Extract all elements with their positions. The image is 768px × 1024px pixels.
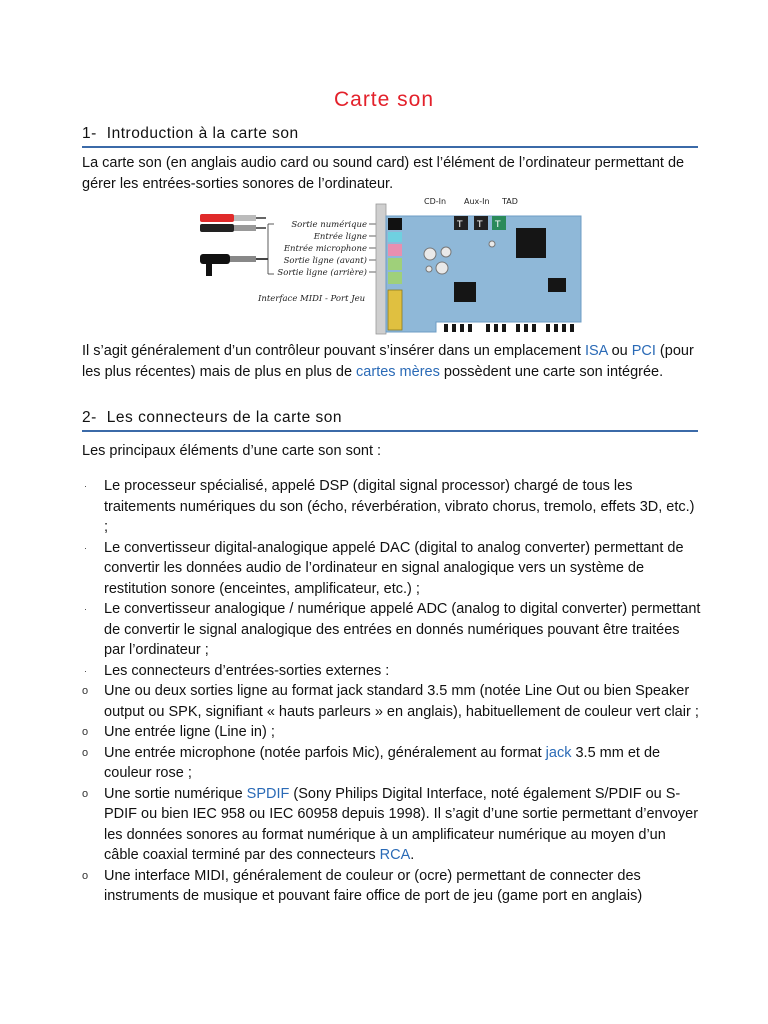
cartes-meres-link[interactable]: cartes mères	[356, 364, 440, 380]
section-2-number: 2-	[82, 409, 97, 426]
svg-text:T: T	[477, 220, 483, 230]
list-item	[82, 538, 702, 600]
list-item	[82, 661, 702, 682]
jack-plug-icon	[200, 254, 268, 276]
list-item-text: Les connecteurs d’entrées-sorties externes :	[104, 662, 390, 679]
document-title: Carte son	[333, 88, 435, 111]
circle-bullet-icon: o	[82, 685, 89, 697]
list-item-text: .	[410, 847, 415, 863]
spdif-link[interactable]: SPDIF	[246, 785, 290, 802]
list-item-text: Une entrée ligne (Line in) ;	[104, 724, 275, 740]
section-1-number: 1-	[82, 125, 97, 142]
section-2-intro: Les principaux éléments d’une carte son sont :	[82, 443, 382, 459]
rca-plug-icon	[200, 214, 266, 232]
section-1-paragraph-2	[82, 341, 702, 383]
list-item-text: Le convertisseur digital-analogique appelé DAC (digital to analog converter) permettant de convertir les données audio de l’ordinateur en signal analogique vers un système de restitution sonore (enceintes, amplificateur, etc.) ;	[104, 539, 684, 597]
line-in-jack	[388, 232, 402, 242]
figure-label-sortie-ligne-arriere: Sortie ligne (arrière)	[277, 268, 367, 278]
section-1-intro: La carte son (en anglais audio card ou sound card) est l’élément de l’ordinateur permettant de gérer les entrées-sorties sonores de l’ordinateur.	[82, 155, 685, 192]
para2-text-2: ou	[607, 343, 632, 359]
card-board	[386, 216, 581, 332]
list-item-text: 3.5 mm et de couleur rose ;	[104, 744, 661, 781]
section-2-title: Les connecteurs de la carte son	[106, 409, 343, 426]
figure-label-aux-in: Aux-In	[464, 197, 490, 206]
spdif-jack	[388, 218, 402, 230]
dot-bullet-icon: ·	[84, 542, 87, 553]
section-1-title: Introduction à la carte son	[106, 125, 299, 142]
jack-link[interactable]: jack	[545, 744, 572, 761]
section-1-heading	[82, 124, 698, 148]
connector-list	[82, 476, 702, 907]
list-item	[82, 743, 702, 784]
circle-bullet-icon: o	[82, 787, 89, 800]
mic-jack	[388, 244, 402, 256]
pci-link[interactable]: PCI	[631, 343, 656, 359]
list-item-text: Le processeur spécialisé, appelé DSP (digital signal processor) chargé de tous les traitements numériques du son (écho, réverbération, vibrato chorus, tremolo, effets 3D, etc.) ;	[104, 478, 695, 535]
card-bracket	[376, 204, 386, 334]
figure-label-sortie-numerique: Sortie numérique	[291, 220, 367, 230]
list-item-text: (Sony Philips Digital Interface, noté également S/PDIF ou S-PDIF ou bien IEC 958 ou IEC 60958 depuis 1998). Il s’agit d’une sortie permettant d’envoyer les données sonores au format numérique à un amplificateur numérique au moyen d’un câble coaxial terminé par des connecteurs	[104, 785, 699, 863]
figure-label-tad: TAD	[502, 197, 518, 206]
para2-text-1: Il s’agit généralement d’un contrôleur pouvant s’insérer dans un emplacement	[82, 343, 585, 359]
list-item-text: Le convertisseur analogique / numérique appelé ADC (analog to digital converter) permettant de convertir le signal analogique des entrées en donnés numériques pouvant être traitées par l’ordinateur ;	[104, 601, 701, 658]
list-item-text: Une sortie numérique	[104, 785, 247, 802]
para2-text-4: possèdent une carte son intégrée.	[439, 364, 664, 380]
list-item-text: Une interface MIDI, généralement de couleur or (ocre) permettant de connecter des instruments de musique et pouvant faire office de port de jeu (game port en anglais)	[104, 867, 643, 904]
figure-label-cd-in: CD-In	[424, 197, 447, 206]
figure-label-entree-ligne: Entrée ligne	[313, 232, 367, 242]
dot-bullet-icon: ·	[84, 481, 87, 491]
circle-bullet-icon: o	[82, 746, 89, 759]
circle-bullet-icon: o	[82, 726, 89, 738]
line-out-front-jack	[388, 258, 402, 270]
svg-text:T: T	[457, 220, 463, 230]
list-item-text: Une ou deux sorties ligne au format jack standard 3.5 mm (notée Line Out ou bien Speaker output ou SPK, signifiant « hauts parleurs » en anglais), habituellement de couleur vert clair ;	[104, 683, 699, 720]
list-item	[82, 681, 702, 722]
sound-card-figure	[196, 194, 586, 336]
dot-bullet-icon: ·	[84, 604, 87, 614]
figure-label-entree-microphone: Entrée microphone	[283, 244, 367, 254]
section-2-heading	[82, 408, 698, 432]
svg-text:T: T	[495, 220, 501, 230]
dot-bullet-icon: ·	[84, 665, 87, 676]
list-item-text: Une entrée microphone (notée parfois Mic), généralement au format	[104, 744, 546, 761]
list-item	[82, 866, 702, 907]
list-item	[82, 784, 702, 866]
list-item	[82, 599, 702, 661]
figure-label-sortie-ligne-avant: Sortie ligne (avant)	[283, 256, 367, 266]
line-out-rear-jack	[388, 272, 402, 284]
midi-port	[388, 290, 402, 330]
list-item	[82, 476, 702, 538]
circle-bullet-icon: o	[82, 869, 89, 882]
list-item	[82, 722, 702, 743]
para2-text-3: (pour les plus récentes) mais de plus en plus de	[82, 343, 694, 380]
isa-link[interactable]: ISA	[584, 343, 608, 359]
rca-link[interactable]: RCA	[379, 847, 411, 863]
dsp-chip	[516, 228, 546, 258]
figure-label-midi: Interface MIDI - Port Jeu	[258, 294, 366, 304]
